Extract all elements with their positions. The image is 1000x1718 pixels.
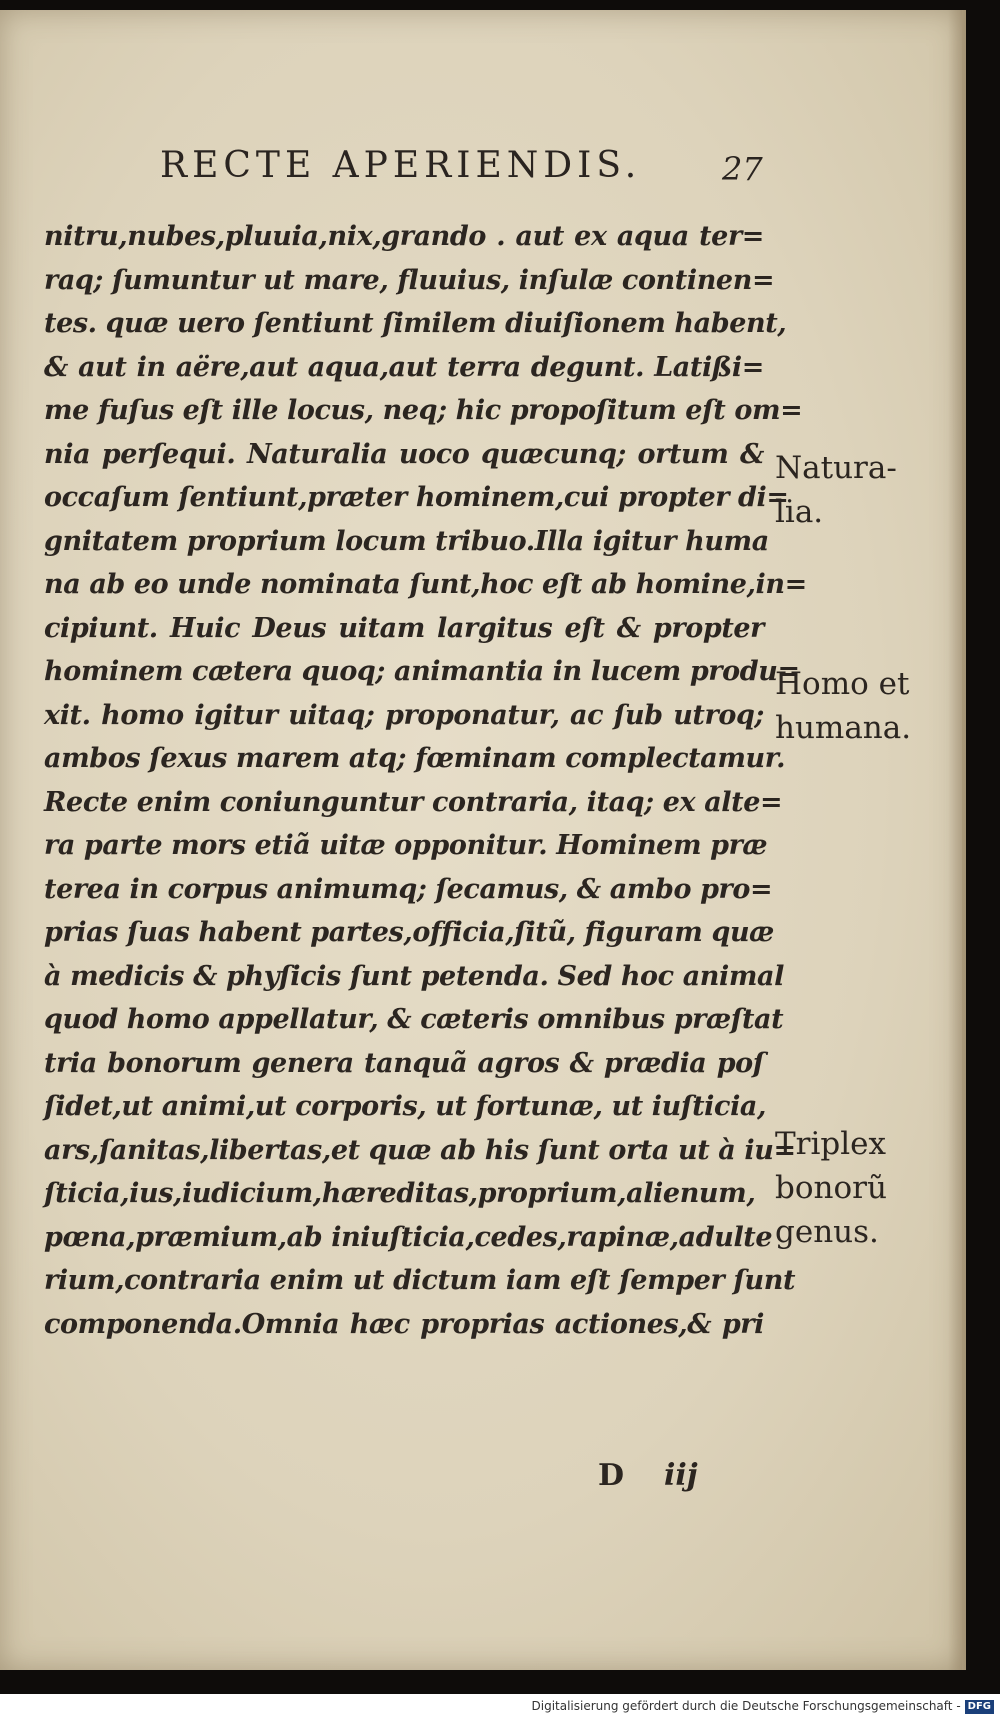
margin-note-line: humana.: [775, 710, 912, 746]
text-line: quod homo appellatur, & cæteris omnibus præſtat: [44, 1004, 784, 1035]
text-line: terea in corpus animumq; ſecamus, & ambo pro=: [44, 873, 773, 905]
text-line: occaſum ſentiunt,præter hominem,cui propter di=: [44, 482, 789, 513]
text-line: xit. homo igitur uitaq; proponatur, ac ſub utroq;: [44, 699, 764, 731]
page-edge: [948, 10, 966, 1670]
text-line: ars,ſanitas,libertas,et quæ ab his ſunt orta ut à iu=: [44, 1134, 796, 1166]
footer-text: Digitalisierung gefördert durch die Deutsche Forschungsgemeinschaft -: [531, 1699, 961, 1713]
text-line: componenda.Omnia hæc proprias actiones,& pri: [44, 1308, 764, 1340]
text-line: raq; ſumuntur ut mare, fluuius, inſulæ continen=: [44, 264, 775, 296]
signature-letter: D: [598, 1458, 625, 1493]
text-line: à medicis & phyſicis ſunt petenda. Sed hoc animal: [44, 960, 785, 992]
margin-note-line: lia.: [775, 494, 824, 530]
margin-note-line: bonorũ: [775, 1170, 887, 1206]
running-head: RECTE APERIENDIS.: [160, 145, 642, 186]
text-line: prias ſuas habent partes,officia,ſitũ, figuram quæ: [44, 917, 774, 948]
dfg-logo-icon: DFG: [965, 1700, 994, 1714]
margin-note-line: Homo et: [775, 666, 910, 702]
body-text: [44, 215, 807, 1346]
text-line: ambos ſexus marem atq; fœminam complectamur.: [44, 743, 786, 774]
text-line: ſidet,ut animi,ut corporis, ut fortunæ, ut iuſticia,: [44, 1091, 767, 1122]
signature-mark: [598, 1458, 698, 1493]
text-line: pœna,præmium,ab iniuſticia,cedes,rapinæ,adulte: [44, 1221, 773, 1253]
text-line: Recte enim coniunguntur contraria, itaq; ex alte=: [44, 786, 783, 818]
margin-note-line: Natura-: [775, 450, 897, 486]
text-line: nia perſequi. Naturalia uoco quæcunq; ortum &: [44, 438, 764, 470]
text-line: gnitatem proprium locum tribuo.Illa igitur huma: [44, 525, 769, 557]
text-line: tria bonorum genera tanquã agros & prædia poſ: [44, 1047, 764, 1079]
text-line: ra parte mors etiã uitæ opponitur. Hominem præ: [44, 830, 768, 861]
text-line: hominem cætera quoq; animantia in lucem produ=: [44, 656, 800, 687]
digitization-footer: [0, 1694, 1000, 1718]
text-line: & aut in aëre,aut aqua,aut terra degunt. Latißi=: [44, 351, 764, 383]
text-line: me fuſus eſt ille locus, neq; hic propoſitum eſt om=: [44, 395, 803, 426]
text-line: cipiunt. Huic Deus uitam largitus eſt & propter: [44, 612, 764, 644]
margin-note-naturalia: [775, 446, 897, 534]
signature-number: iij: [664, 1458, 698, 1493]
text-line: ſticia,ius,iudicium,hæreditas,proprium,alienum,: [44, 1178, 756, 1209]
margin-note-line: Triplex: [775, 1126, 886, 1162]
book-page: [0, 10, 966, 1670]
page-number: 27: [722, 150, 763, 188]
text-line: na ab eo unde nominata ſunt,hoc eſt ab homine,in=: [44, 569, 807, 600]
text-line: nitru,nubes,pluuia,nix,grando . aut ex aqua ter=: [44, 221, 764, 252]
margin-note-triplex: [775, 1122, 887, 1254]
margin-note-homo: [775, 662, 911, 750]
margin-note-line: genus.: [775, 1214, 879, 1250]
text-line: tes. quæ uero ſentiunt ſimilem diuiſionem habent,: [44, 308, 787, 339]
text-line: rium,contraria enim ut dictum iam eſt ſemper ſunt: [44, 1265, 796, 1296]
